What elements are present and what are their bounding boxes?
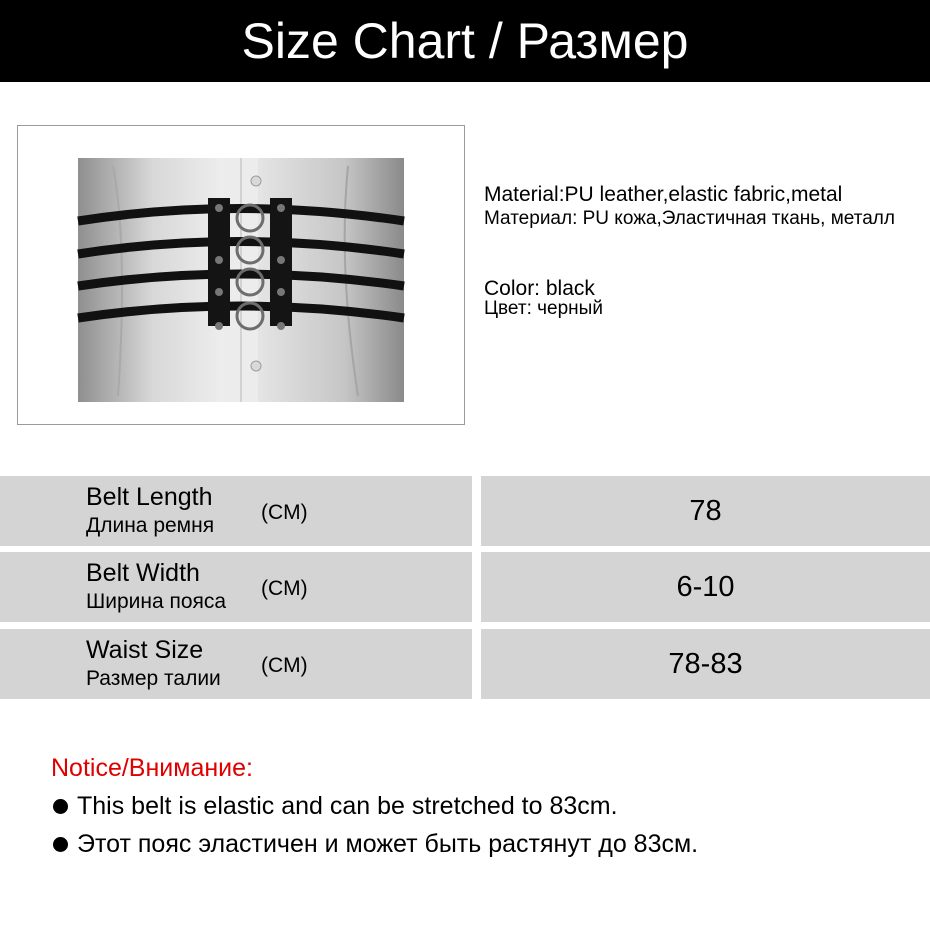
bullet-icon <box>53 837 68 852</box>
product-photo <box>17 125 465 425</box>
material-spec <box>484 183 904 231</box>
page-title: Size Chart / Размер <box>241 13 689 69</box>
label-ru: Ширина пояса <box>86 590 227 613</box>
value: 6-10 <box>676 570 735 603</box>
color-spec <box>484 277 603 321</box>
row-value-cell <box>481 476 930 546</box>
belt-product-image <box>18 126 464 424</box>
table-row-waist-size <box>0 629 930 699</box>
row-label-cell <box>0 476 472 546</box>
table-row-belt-length <box>0 476 930 546</box>
label-en: Waist Size <box>86 636 204 664</box>
bullet-icon <box>53 799 68 814</box>
notice-item-ru <box>51 830 698 859</box>
notice-text: Этот пояс эластичен и может быть растянут до 83см. <box>77 830 699 858</box>
label-ru: Размер талии <box>86 667 221 690</box>
row-value-cell <box>481 629 930 699</box>
notice-text: This belt is elastic and can be stretched to 83cm. <box>77 792 618 820</box>
label-unit: (CM) <box>261 654 308 677</box>
table-row-belt-width <box>0 552 930 622</box>
notice-title: Notice/Внимание: <box>51 754 253 782</box>
value: 78-83 <box>668 647 743 680</box>
label-unit: (CM) <box>261 577 308 600</box>
row-label-cell <box>0 629 472 699</box>
notice-item-en <box>51 792 618 821</box>
color-en: Color: black <box>484 277 595 300</box>
value: 78 <box>689 494 722 527</box>
row-label-cell <box>0 552 472 622</box>
label-ru: Длина ремня <box>86 514 215 537</box>
material-ru: Материал: PU кожа,Эластичная ткань, металл <box>484 208 895 229</box>
label-en: Belt Width <box>86 559 200 587</box>
label-unit: (CM) <box>261 501 308 524</box>
label-en: Belt Length <box>86 483 213 511</box>
row-value-cell <box>481 552 930 622</box>
color-ru: Цвет: черный <box>484 298 603 319</box>
header-bar <box>0 0 930 82</box>
material-en: Material:PU leather,elastic fabric,metal <box>484 183 843 206</box>
